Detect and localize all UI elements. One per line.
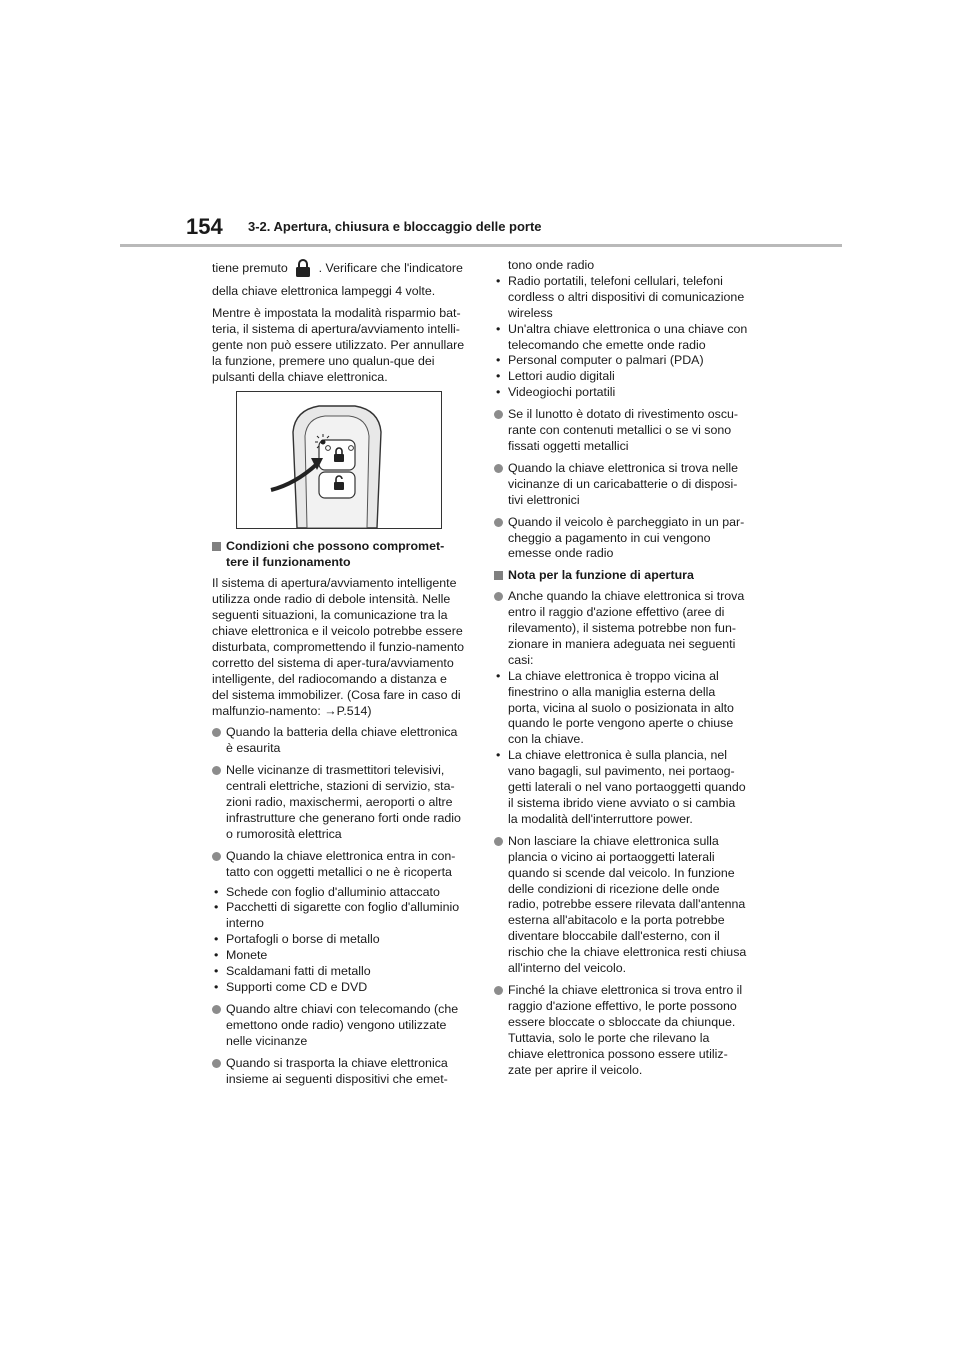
bullet-dot-icon (212, 852, 221, 861)
list-item: • Radio portatili, telefoni cellulari, telefoni cordless o altri dispositivi di comunicazione wireless (494, 274, 748, 322)
bullet-text: Quando la chiave elettronica entra in con-tatto con oggetti metallici o ne è ricoperta (226, 848, 456, 879)
bullet-item (494, 589, 748, 669)
bullet-dot-icon (494, 464, 503, 473)
intro-paragraph (212, 258, 466, 278)
bullet-text: Quando il veicolo è parcheggiato in un par-cheggio a pagamento in cui vengono emesse onde radio (508, 514, 745, 561)
bullet-dot-icon (494, 410, 503, 419)
key-illustration (236, 391, 442, 529)
bullet-text: Nelle vicinanze di trasmettitori televisivi, centrali elettriche, stazioni di servizio, sta-zioni radio, maxischermi, aeroporti o altre infrastrutture che generano forti onde radio o rumorosità elettrica (226, 763, 461, 841)
heading-opening-note-text: Nota per la funzione di apertura (508, 568, 694, 583)
page-number: 154 (186, 214, 223, 239)
heading-conditions (212, 539, 466, 571)
key-fob-drawing (237, 392, 441, 528)
heading-square-icon (494, 571, 503, 580)
conditions-paragraph: Il sistema di apertura/avviamento intelligente utilizza onde radio di debole intensità. Nelle seguenti situazioni, la comunicazione tra la chiave elettronica e il veicolo potrebbe essere disturbata, compromettendo il funzio-namento corretto del sistema di aper-tura/avviamento intelligente, del radiocomando a distanza e del sistema immobilizer. (Cosa fare in caso di malfunzio-namento: →P.514) (212, 576, 465, 718)
bullet-text: Quando la batteria della chiave elettronica è esaurita (226, 725, 458, 756)
list-item: • Un'altra chiave elettronica o una chiave con telecomando che emette onde radio (494, 322, 748, 354)
list-item: • Monete (212, 948, 466, 964)
battery-saver-paragraph: Mentre è impostata la modalità risparmio bat-teria, il sistema di apertura/avviamento intelli-gente non può essere utilizzato. Per annullare la funzione, premere uno qualun-que dei pulsanti della chiave elettronica. (212, 305, 465, 384)
left-column (212, 258, 466, 1093)
bullet-dot-icon (494, 837, 503, 846)
opening-cases-list (494, 669, 748, 828)
bullet-dot-icon (212, 1005, 221, 1014)
list-item: • Schede con foglio d'alluminio attaccato (212, 885, 466, 901)
list-item: • La chiave elettronica è sulla plancia, nel vano bagagli, sul pavimento, nei portaog-getti laterali o nel vano portaoggetti quando il sistema ibrido viene avviato o si cambia la modalità dell'interruttore power. (494, 748, 748, 828)
bullet-item (212, 1002, 466, 1050)
bullet-item (494, 407, 748, 455)
bullet-item (494, 834, 748, 977)
bullet-item (494, 983, 748, 1078)
continued-text: tono onde radio (508, 258, 595, 272)
bullet-item (212, 763, 466, 843)
bullet-dot-icon (494, 592, 503, 601)
bullet-text: Quando altre chiavi con telecomando (che emettono onde radio) vengono utilizzate nelle vicinanze (226, 1001, 459, 1048)
bullet-text: Non lasciare la chiave elettronica sulla plancia o vicino ai portaoggetti laterali quando si scende dal veicolo. In funzione delle condizioni di ricezione delle onde radio, potrebbe essere rilevata dall'antenna esterna all'abitacolo e la porta potrebbe diventare bloccabile dall'esterno, con il rischio che la chiave elettronica resti chiusa all'interno del veicolo. (508, 833, 747, 976)
bullet-text: Quando la chiave elettronica si trova nelle vicinanze di un caricabatterie o di disposi-tivi elettronici (508, 460, 739, 507)
bullet-item (494, 461, 748, 509)
section-title: 3-2. Apertura, chiusura e bloccaggio delle porte (248, 219, 542, 234)
bullet-text: Finché la chiave elettronica si trova entro il raggio d'azione effettivo, le porte possono essere bloccate o sbloccate da chiunque. Tuttavia, solo le porte che rilevano la chiave elettronica possono essere utiliz-zate per aprire il veicolo. (508, 982, 743, 1077)
list-item: • Supporti come CD e DVD (212, 980, 466, 996)
list-item: • Videogiochi portatili (494, 385, 748, 401)
header-divider (120, 244, 842, 247)
bullet-item (212, 725, 466, 757)
list-item: • Pacchetti di sigarette con foglio d'alluminio interno (212, 900, 466, 932)
heading-opening-note (494, 568, 748, 584)
heading-square-icon (212, 542, 221, 551)
list-item: • Portafogli o borse di metallo (212, 932, 466, 948)
intro-line-2: della chiave elettronica lampeggi 4 volte. (212, 284, 436, 298)
bullet-dot-icon (212, 728, 221, 737)
bullet-item (212, 849, 466, 881)
intro-text-after-icon: . Verificare che l'indicatore (318, 261, 463, 275)
bullet-item (212, 1056, 466, 1088)
bullet-item (494, 515, 748, 563)
list-item: • Scaldamani fatti di metallo (212, 964, 466, 980)
metal-objects-list (212, 885, 466, 996)
bullet-text: Se il lunotto è dotato di rivestimento oscu-rante con contenuti metallici o se vi sono fissati oggetti metallici (508, 407, 739, 453)
lock-icon (295, 258, 311, 278)
bullet-dot-icon (212, 1059, 221, 1068)
bullet-text: Quando si trasporta la chiave elettronica insieme ai seguenti dispositivi che emet- (226, 1055, 448, 1086)
heading-conditions-text: Condizioni che possono compromet-tere il funzionamento (226, 539, 445, 570)
intro-text-before-icon: tiene premuto (212, 261, 288, 275)
bullet-text: Anche quando la chiave elettronica si trova entro il raggio d'azione effettivo (aree di rilevamento), il sistema potrebbe non fun-zionare in maniera adeguata nei seguenti casi: (508, 589, 745, 667)
bullet-dot-icon (212, 766, 221, 775)
list-item: • Lettori audio digitali (494, 369, 748, 385)
list-item: • La chiave elettronica è troppo vicina al finestrino o alla maniglia esterna della porta, vicina al suolo o posizionata in alto quando le porte vengono aperte o chiuse con la chiave. (494, 669, 748, 749)
list-item: • Personal computer o palmari (PDA) (494, 353, 748, 369)
bullet-dot-icon (494, 986, 503, 995)
right-column (494, 258, 748, 1084)
bullet-dot-icon (494, 518, 503, 527)
devices-list (494, 274, 748, 401)
